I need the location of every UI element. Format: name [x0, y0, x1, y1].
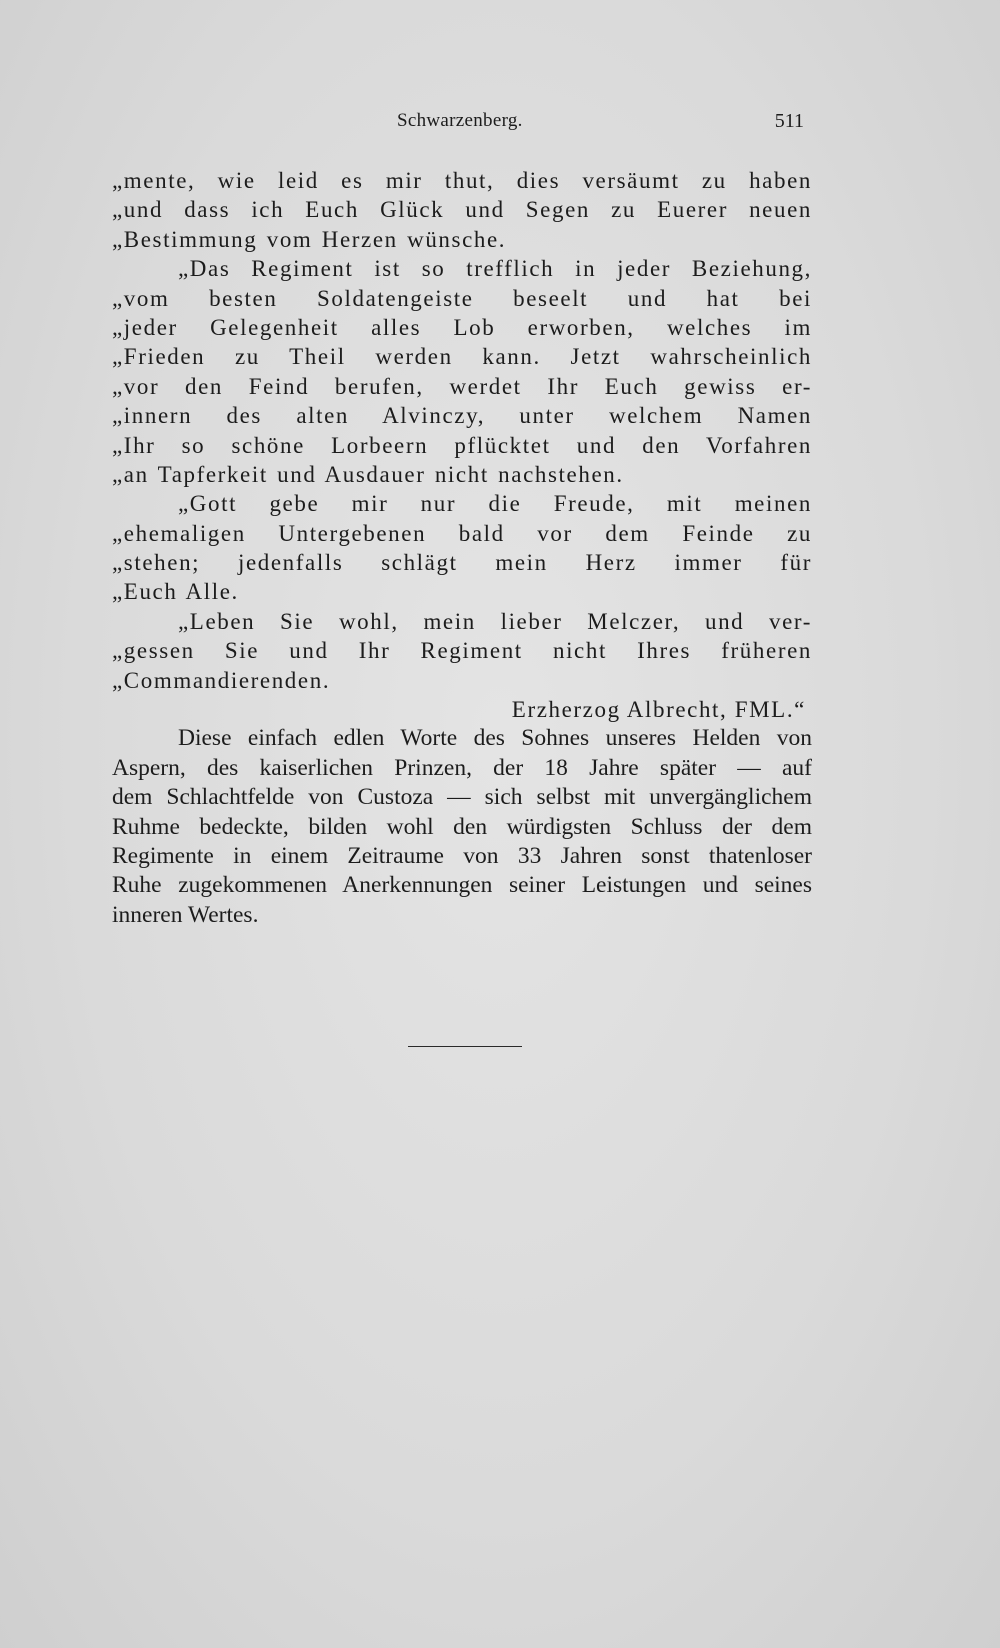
letter-line: „vom besten Soldatengeiste beseelt und hat bei: [112, 285, 812, 311]
letter-signature: Erzherzog Albrecht, FML.“: [511, 697, 806, 723]
letter-line: „Das Regiment ist so trefflich in jeder Beziehung,: [178, 256, 812, 282]
closing-paragraph-line: dem Schlachtfelde von Custoza — sich selbst mit unvergänglichem: [112, 784, 812, 811]
letter-line: „innern des alten Alvinczy, unter welchem Namen: [112, 403, 812, 429]
letter-line: „Ihr so schöne Lorbeern pflücktet und den Vorfahren: [112, 432, 812, 458]
closing-paragraph-line: Regimente in einem Zeitraume von 33 Jahren sonst thatenloser: [112, 842, 812, 869]
closing-paragraph-line: Diese einfach edlen Worte des Sohnes unseres Helden von: [178, 725, 812, 752]
letter-line: „Leben Sie wohl, mein lieber Melczer, und ver-: [178, 608, 812, 634]
page-header: [112, 106, 804, 138]
letter-line: „Commandierenden.: [112, 667, 331, 693]
letter-line: „ehemaligen Untergebenen bald vor dem Feinde zu: [112, 520, 812, 546]
closing-paragraph-line: Aspern, des kaiserlichen Prinzen, der 18 Jahre später — auf: [112, 754, 812, 781]
page-number: 511: [774, 110, 804, 132]
letter-line: „Gott gebe mir nur die Freude, mit meinen: [178, 491, 812, 517]
letter-line: „Frieden zu Theil werden kann. Jetzt wahrscheinlich: [112, 344, 812, 370]
body-text: [112, 166, 812, 930]
letter-line: „gessen Sie und Ihr Regiment nicht Ihres früheren: [112, 638, 812, 664]
closing-paragraph-line: inneren Wertes.: [112, 901, 259, 928]
letter-line: „vor den Feind berufen, werdet Ihr Euch gewiss er-: [112, 373, 812, 399]
letter-line: „mente, wie leid es mir thut, dies versäumt zu haben: [112, 168, 812, 193]
letter-line: „Bestimmung vom Herzen wünsche.: [112, 226, 507, 252]
closing-paragraph-line: Ruhme bedeckte, bilden wohl den würdigsten Schluss der dem: [112, 813, 812, 840]
closing-paragraph-line: Ruhe zugekommenen Anerkennungen seiner Leistungen und seines: [112, 872, 812, 899]
section-end-rule: [408, 1046, 522, 1047]
letter-line: „stehen; jedenfalls schlägt mein Herz immer für: [112, 550, 812, 576]
running-head: Schwarzenberg.: [397, 110, 523, 131]
letter-line: „an Tapferkeit und Ausdauer nicht nachstehen.: [112, 461, 624, 487]
letter-line: „jeder Gelegenheit alles Lob erworben, welches im: [112, 314, 812, 340]
letter-line: „Euch Alle.: [112, 579, 239, 605]
letter-line: „und dass ich Euch Glück und Segen zu Euerer neuen: [112, 197, 812, 223]
